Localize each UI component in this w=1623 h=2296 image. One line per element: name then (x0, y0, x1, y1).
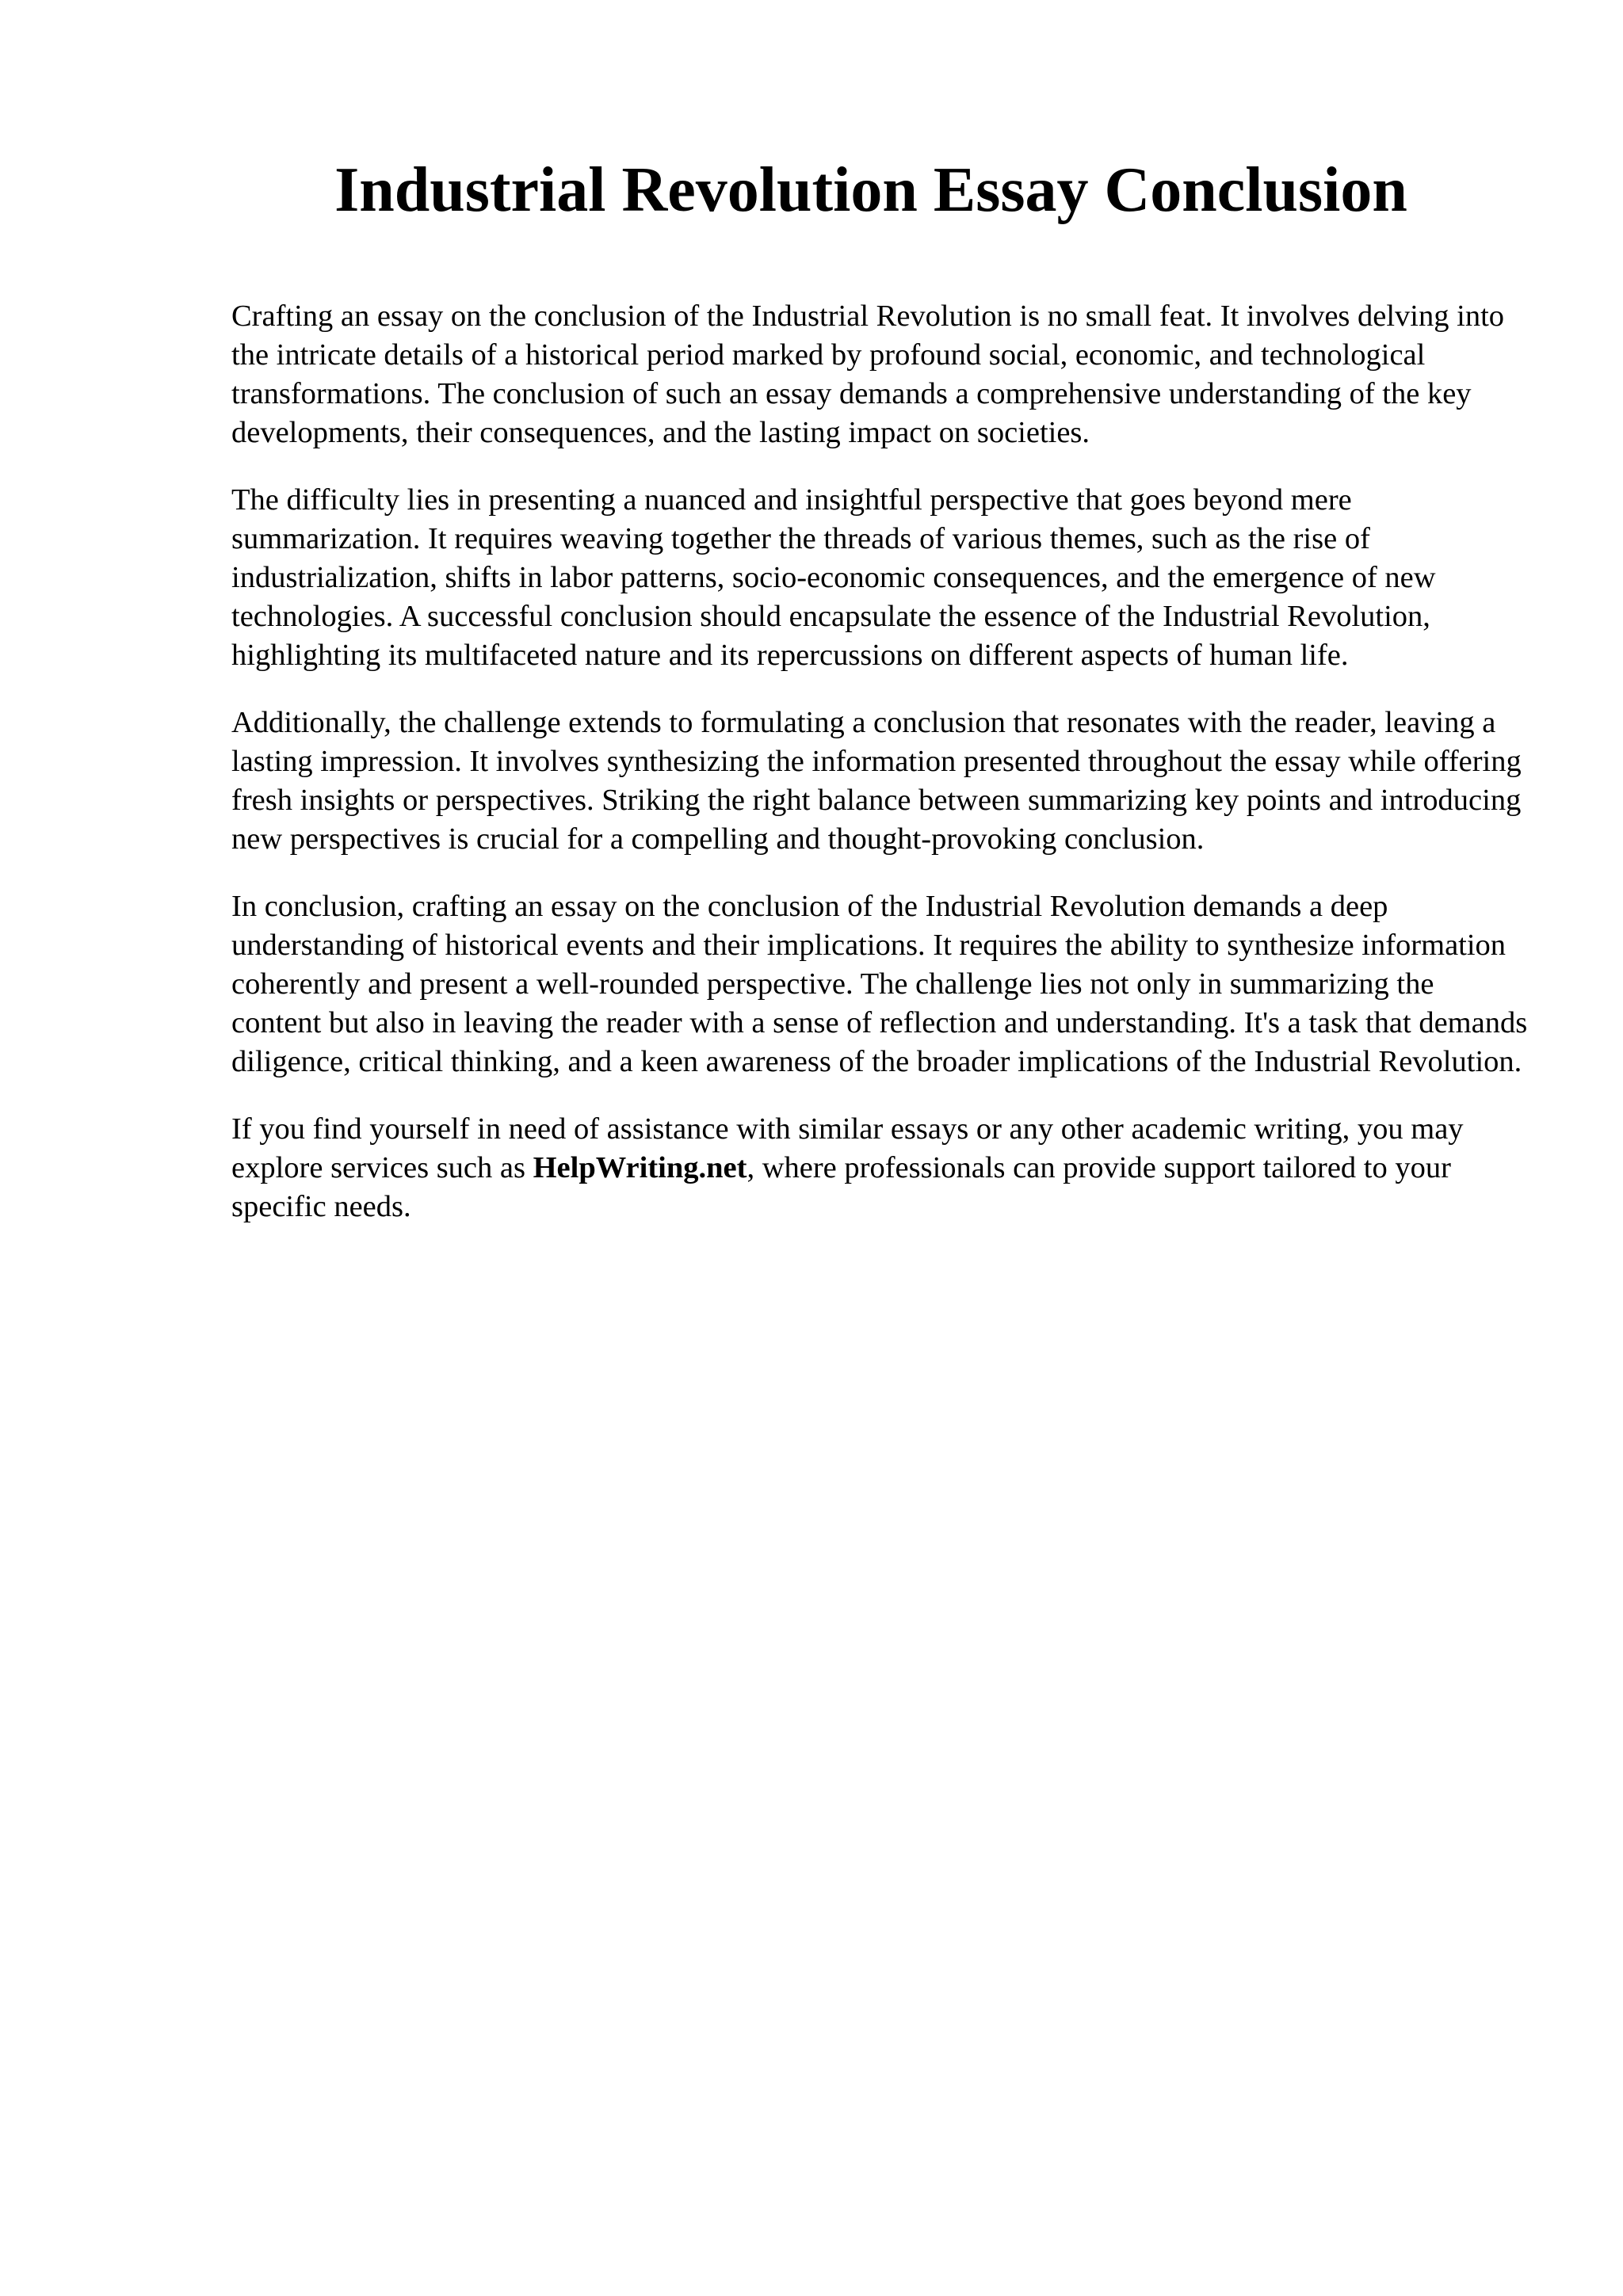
paragraph-3: Additionally, the challenge extends to formulating a conclusion that resonates with the reader, leaving a lasting impression. It involves synthesizing the information presented throughout the essay while offering fresh insights or perspectives. Striking the right balance between summarizing key points and introducing new perspectives is crucial for a compelling and thought-provoking conclusion. (231, 706, 1522, 856)
closing-text-before: If you find yourself in need of assistance with similar essays or any other academic writing, you may explore services such as (231, 1112, 1464, 1184)
page-title: Industrial Revolution Essay Conclusion (334, 155, 1407, 225)
essay-body (231, 297, 1531, 1255)
paragraph-1: Crafting an essay on the conclusion of the Industrial Revolution is no small feat. It involves delving into the intricate details of a historical period marked by profound social, economic, and technological transformations. The conclusion of such an essay demands a comprehensive understanding of the key developments, their consequences, and the lasting impact on societies. (231, 299, 1505, 449)
paragraph-4: In conclusion, crafting an essay on the conclusion of the Industrial Revolution demands a deep understanding of historical events and their implications. It requires the ability to synthesize information coherently and present a well-rounded perspective. The challenge lies not only in summarizing the content but also in leaving the reader with a sense of reflection and understanding. It's a task that demands diligence, critical thinking, and a keen awareness of the broader implications of the Industrial Revolution. (231, 890, 1528, 1078)
brand-name: HelpWriting.net (533, 1151, 747, 1184)
paragraph-2: The difficulty lies in presenting a nuanced and insightful perspective that goes beyond mere summarization. It requires weaving together the threads of various themes, such as the rise of industrialization, shifts in labor patterns, socio-economic consequences, and the emergence of new technologies. A successful conclusion should encapsulate the essence of the Industrial Revolution, highlighting its multifaceted nature and its repercussions on different aspects of human life. (231, 483, 1436, 672)
closing-paragraph (231, 1110, 1531, 1226)
closing-text-after: , where professionals can provide support tailored to your specific needs. (231, 1151, 1451, 1223)
